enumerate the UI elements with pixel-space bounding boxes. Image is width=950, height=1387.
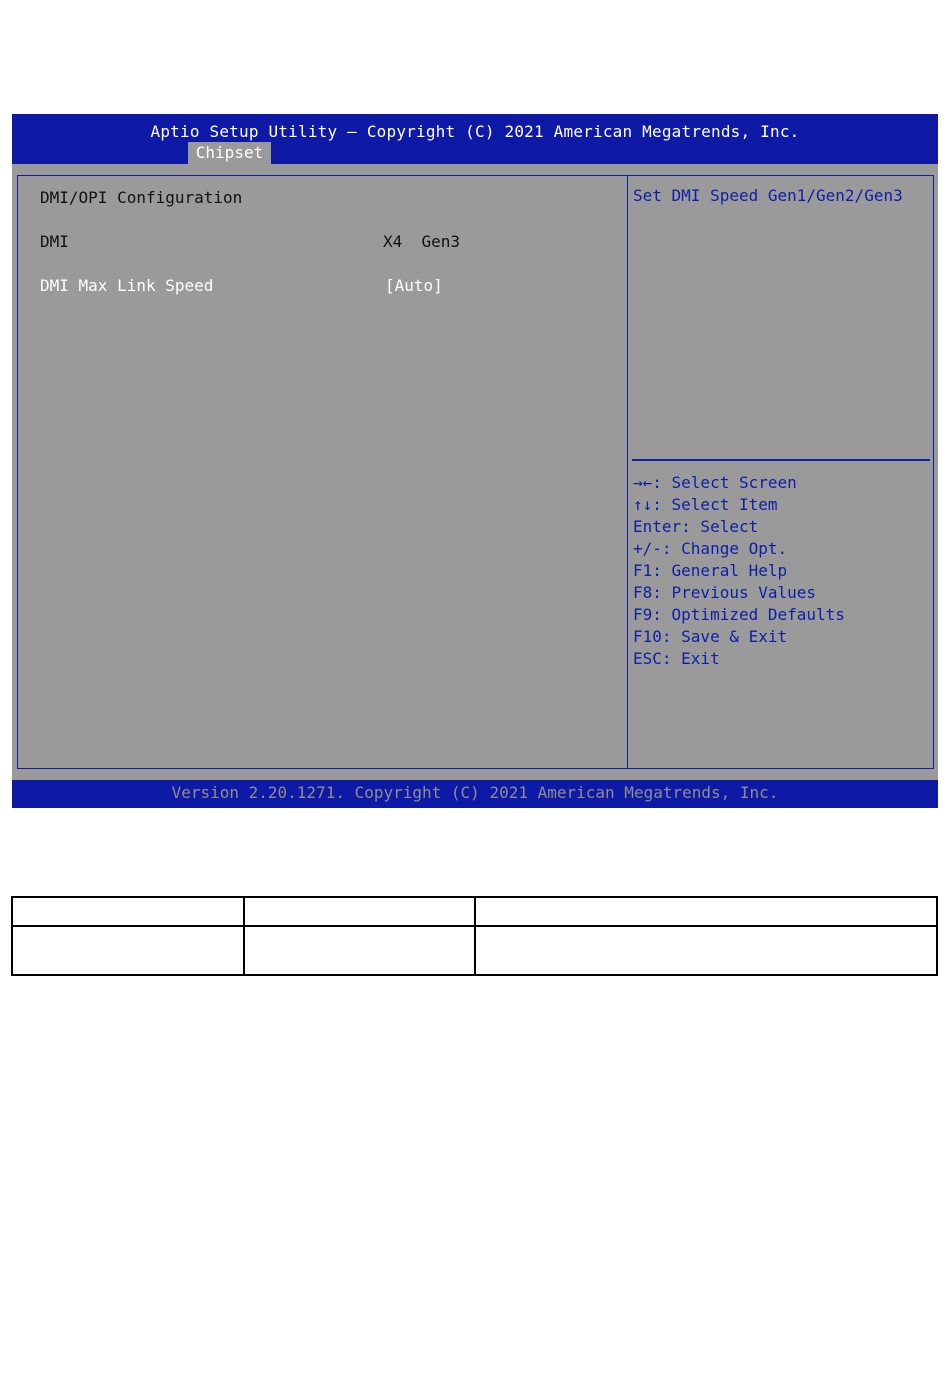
key-hint-optimized-defaults: F9: Optimized Defaults — [633, 605, 845, 624]
section-title: DMI/OPI Configuration — [40, 188, 243, 207]
dmi-max-link-speed-value[interactable]: [Auto] — [385, 276, 443, 295]
tab-chipset[interactable]: Chipset — [188, 142, 271, 164]
key-hint-enter: Enter: Select — [633, 517, 759, 536]
key-hint-save-exit: F10: Save & Exit — [633, 627, 788, 646]
key-hint-change-opt: +/-: Change Opt. — [633, 539, 788, 558]
help-panel — [627, 175, 934, 769]
key-hint-exit: ESC: Exit — [633, 649, 720, 668]
options-table — [11, 896, 938, 976]
table-cell — [244, 897, 475, 926]
table-cell — [244, 926, 475, 975]
key-hint-general-help: F1: General Help — [633, 561, 788, 580]
key-hint-select-screen: →←: Select Screen — [633, 473, 797, 492]
help-divider — [632, 459, 930, 461]
table-cell — [12, 926, 244, 975]
table-cell — [12, 897, 244, 926]
dmi-label: DMI — [40, 232, 69, 251]
key-hint-previous-values: F8: Previous Values — [633, 583, 817, 602]
table-row — [12, 926, 937, 975]
settings-panel — [17, 175, 628, 769]
table-cell — [475, 926, 937, 975]
key-legend — [633, 472, 845, 670]
table-cell — [475, 897, 937, 926]
version-text: Version 2.20.1271. Copyright (C) 2021 American Megatrends, Inc. — [171, 783, 779, 802]
title-bar — [12, 114, 938, 164]
bios-setup-screen — [12, 114, 938, 808]
title-text: Aptio Setup Utility – Copyright (C) 2021 American Megatrends, Inc. — [150, 122, 800, 141]
help-description: Set DMI Speed Gen1/Gen2/Gen3 — [633, 186, 903, 205]
dmi-max-link-speed-label[interactable]: DMI Max Link Speed — [40, 276, 214, 295]
dmi-value: X4 Gen3 — [383, 232, 461, 251]
table-row — [12, 897, 937, 926]
key-hint-select-item: ↑↓: Select Item — [633, 495, 778, 514]
version-bar — [12, 780, 938, 808]
